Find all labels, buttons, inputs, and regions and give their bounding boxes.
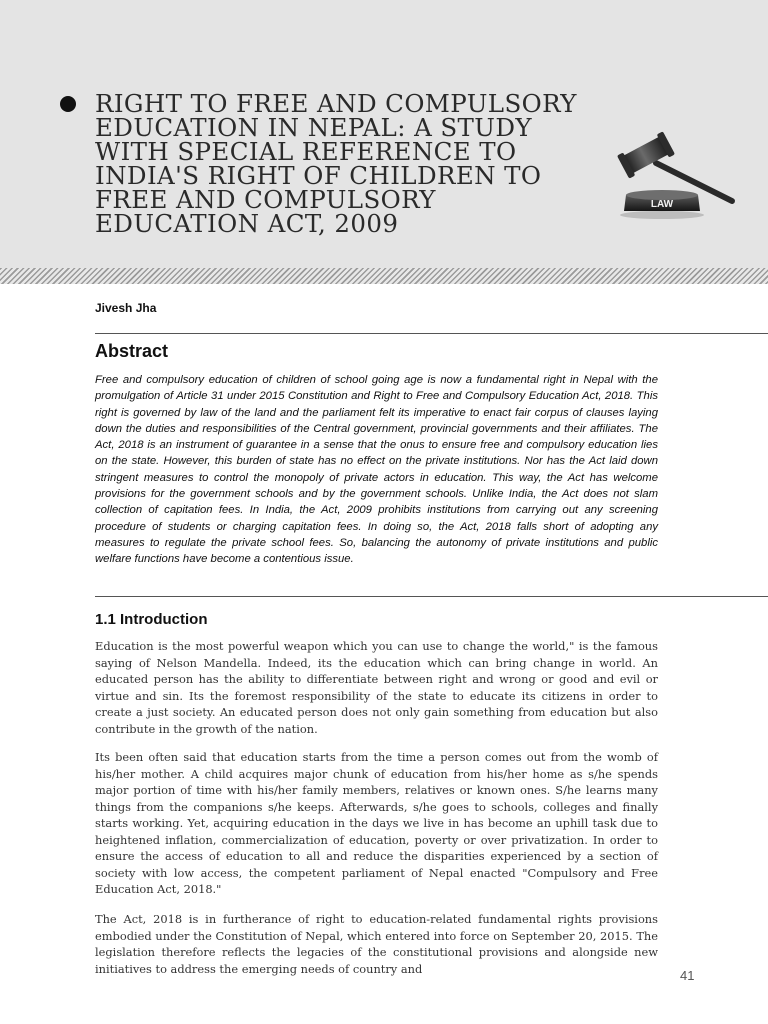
article-title [95,89,615,238]
divider-line [95,333,768,334]
title-line: INDIA'S RIGHT OF CHILDREN TO [95,161,542,190]
divider-line [95,596,768,597]
author-name: Jivesh Jha [95,301,157,315]
law-label: LAW [650,199,674,210]
bullet-icon [60,96,76,112]
body-paragraph: The Act, 2018 is in furtherance of right to education-related fundamental rights provisions embodied under the Constitution of Nepal, which entered into force on September 20, 2015. The legislation therefore reflects the legacies of the constitutional provisions and alongside new initiatives to address the emerging needs of country and [95,912,658,976]
abstract-heading: Abstract [95,341,169,361]
title-line: EDUCATION IN NEPAL: A STUDY [95,113,532,142]
title-line: WITH SPECIAL REFERENCE TO [95,137,517,166]
title-banner [0,0,768,268]
title-line: RIGHT TO FREE AND COMPULSORY [95,89,577,118]
gavel-law-icon [612,125,740,220]
title-line: FREE AND COMPULSORY [95,185,436,214]
body-paragraph: Education is the most powerful weapon which you can use to change the world," is the famous saying of Nelson Mandella. Indeed, its the education which can bring change in world. An educated person has the ability to differentiate between right and wrong or good and evil or virtue and sin. Its the foremost responsibility of the state to educate its citizens in order to create a just society. An educated person does not only gain something from education but also contribute in the growth of the nation. [95,639,658,736]
introduction-heading: 1.1 Introduction [95,611,208,628]
body-paragraph: Its been often said that education starts from the time a person comes out from the womb of his/her mother. A child acquires major chunk of education from his/her home as s/he spends major portion of time with his/her family members, relatives or known ones. S/he learns many things from the companions s/he keeps. Afterwards, s/he goes to schools, colleges and finally starts working. Yet, acquiring education in the days we live in has become an uphill task due to heightened inflation, commercialization of education, poverty or over privatization. In order to ensure the access of education to all and reduce the disparities experienced by a section of society with low access, the competent parliament of Nepal enacted "Compulsory and Free Education Act, 2018." [95,750,658,896]
title-line: EDUCATION ACT, 2009 [95,209,399,238]
abstract-text: Free and compulsory education of children of school going age is now a fundamental right in Nepal with the promulgation of Article 31 under 2015 Constitution and Right to Free and Compulsory Education Act, 2018. This right is governed by law of the land and the parliament felt its imperative to enact fair corpus of clauses laying down the duties and responsibilities of the Central government, provincial governments and their affiliates. The Act, 2018 is an instrument of guarantee in a sense that the onus to ensure free and compulsory education lies on the state. However, this burden of state has no effect on the private institutions. Nor has the Act laid down stringent measures to control the monopoly of private actors in education. This way, the Act has welcome provisions for the government schools and by the government schools. Unlike India, the Act does not slam collection of capitation fees. In India, the Act, 2009 prohibits institutions from carrying out any screening procedure of students or charging capitation fees. In doing so, the Act, 2018 falls short of adopting any measures to regulate the private school fees. So, balancing the autonomy of private institutions and public welfare functions have become a contentious issue. [95,374,658,566]
page-number: 41 [680,968,695,983]
hatch-divider [0,268,768,284]
